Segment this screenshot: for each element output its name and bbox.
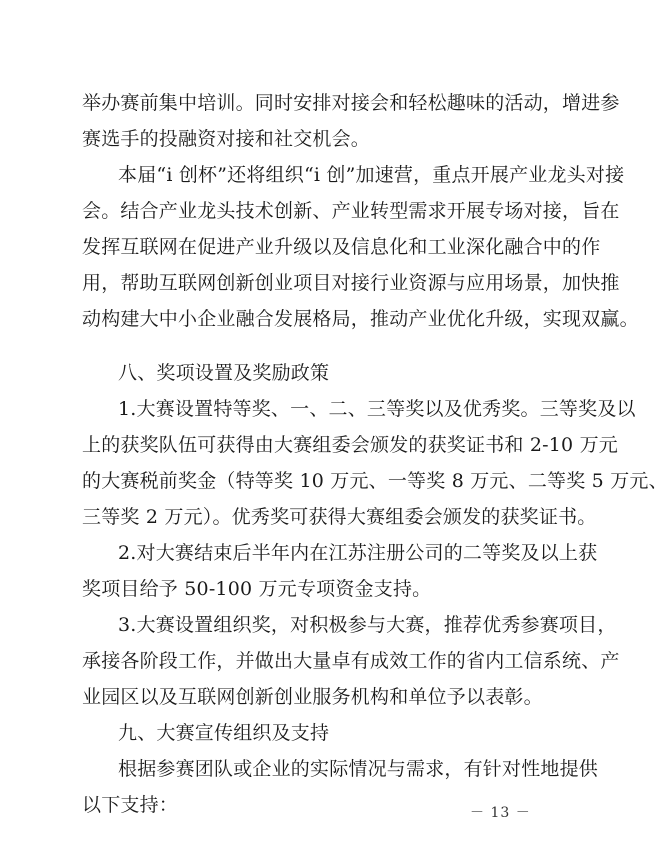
paragraph-line: 3.大赛设置组织奖，对积极参与大赛，推荐优秀参赛项目， [118,614,617,636]
paragraph-line: 会。结合产业龙头技术创新、产业转型需求开展专场对接，旨在 [82,200,620,222]
paragraph-line: 2.对大赛结束后半年内在江苏注册公司的二等奖及以上获 [118,542,598,564]
paragraph-line: 1.大赛设置特等奖、一、二、三等奖以及优秀奖。三等奖及以 [118,398,636,420]
paragraph-line: 赛选手的投融资对接和社交机会。 [82,128,371,150]
paragraph-line: 业园区以及互联网创新创业服务机构和单位予以表彰。 [82,686,543,708]
paragraph-line: 用，帮助互联网创新创业项目对接行业资源与应用场景，加快推 [82,272,620,294]
paragraph-line: 奖项目给予 50-100 万元专项资金支持。 [82,578,432,600]
paragraph-line: 举办赛前集中培训。同时安排对接会和轻松趣味的活动，增进参 [82,92,620,114]
paragraph-line: 上的获奖队伍可获得由大赛组委会颁发的获奖证书和 2-10 万元 [82,434,618,456]
paragraph-line: 发挥互联网在促进产业升级以及信息化和工业深化融合中的作 [82,236,601,258]
paragraph-line: 本届“i 创杯”还将组织“i 创”加速营，重点开展产业龙头对接 [118,164,625,186]
paragraph-line: 根据参赛团队或企业的实际情况与需求，有针对性地提供 [118,758,599,780]
paragraph-line: 动构建大中小企业融合发展格局，推动产业优化升级，实现双赢。 [82,308,639,330]
paragraph-line: 三等奖 2 万元）。优秀奖可获得大赛组委会颁发的获奖证书。 [82,506,597,528]
paragraph-line: 的大赛税前奖金（特等奖 10 万元、一等奖 8 万元、二等奖 5 万元、 [82,470,668,492]
section-heading-publicity: 九、大赛宣传组织及支持 [118,722,330,744]
paragraph-line: 以下支持： [82,794,179,816]
page-number: － 13 － [470,805,531,821]
paragraph-line: 承接各阶段工作，并做出大量卓有成效工作的省内工信系统、产 [82,650,620,672]
section-heading-awards: 八、奖项设置及奖励政策 [118,362,330,384]
